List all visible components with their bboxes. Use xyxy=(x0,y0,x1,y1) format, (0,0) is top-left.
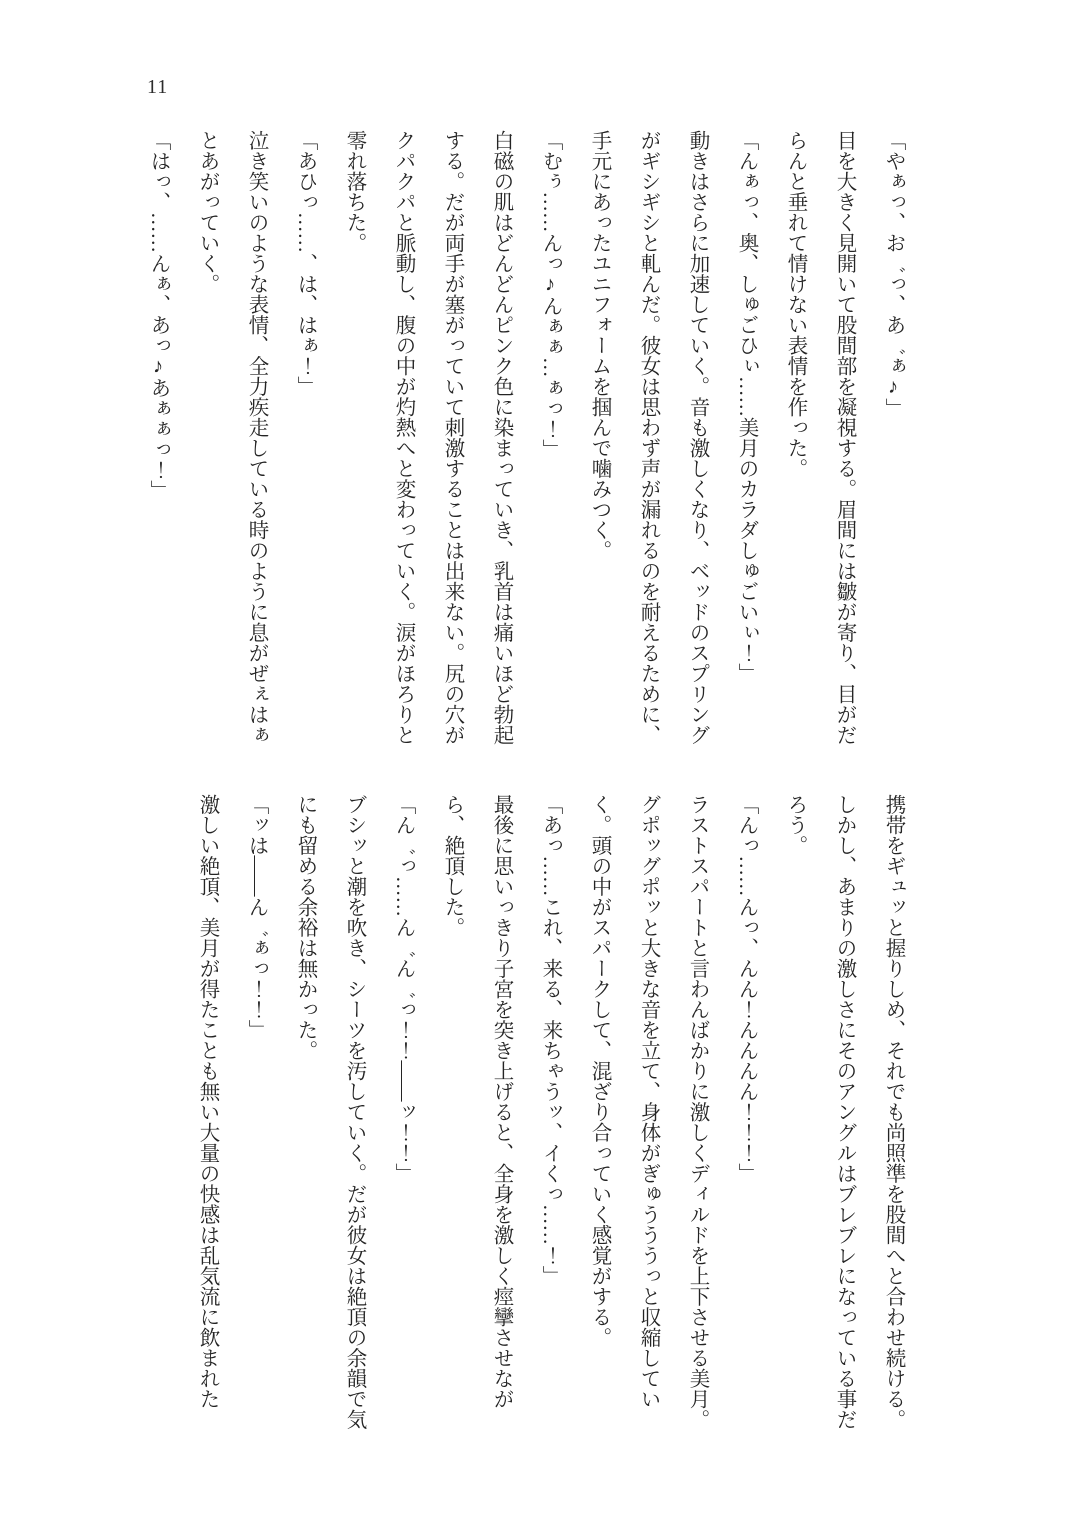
dialogue-line: 「んっ……んっ、んん！んんんん！！！」 xyxy=(735,794,757,1184)
page-number: 11 xyxy=(147,76,169,98)
narration-paragraph: 激しい絶頂、美月が得たことも無い大量の快感は乱気流に飲まれた xyxy=(196,794,218,1409)
upper-text-block xyxy=(133,130,917,750)
narration-paragraph: ラストスパートと言わんばかりに激しくディルドを上下させる美月。グポッグポッと大きな音を立て、身体がぎゅうううっと収縮していく。頭の中がスパークして、混ざり合っていく感覚がする。 xyxy=(588,794,708,1430)
narration-paragraph: 目を大きく見開いて股間部を凝視する。眉間には皺が寄り、目がだらんと垂れて情けない表情を作った。 xyxy=(784,130,855,745)
dialogue-line: 「ッは――ん゛ぁっ！！」 xyxy=(245,794,267,1040)
narration-paragraph: 泣き笑いのような表情、全力疾走している時のように息がぜぇはぁとあがっていく。 xyxy=(196,130,267,745)
lower-text-block xyxy=(182,794,917,1434)
narration-paragraph: ブシッと潮を吹き、シーツを汚していく。だが彼女は絶頂の余韻で気にも留める余裕は無かった。 xyxy=(294,794,365,1430)
dialogue-line: 「んぁっ、奥、しゅごひぃ……美月のカラダしゅごいぃ！」 xyxy=(735,130,757,684)
dialogue-line: 「やぁっ、お゛っ、あ゛ぁ♪」 xyxy=(882,130,904,419)
dialogue-line: 「あっ……これ、来る、来ちゃうッ、イくっ……！」 xyxy=(539,794,561,1286)
dialogue-line: 「あひっ……、は、はぁ！」 xyxy=(294,130,316,397)
dialogue-line: 「ん゛っ……ん゛ん゛っ！！――ッ！！」 xyxy=(392,794,414,1184)
narration-paragraph: 動きはさらに加速していく。音も激しくなり、ベッドのスプリングがギシギシと軋んだ。彼女は思わず声が漏れるのを耐えるために、手元にあったユニフォームを掴んで噛みつく。 xyxy=(588,130,708,745)
dialogue-line: 「はっ、……んぁ、あっ♪あぁぁっ！」 xyxy=(147,130,169,501)
narration-paragraph: 携帯をギュッと握りしめ、それでも尚照準を股間へと合わせ続ける。しかし、あまりの激しさにそのアングルはブレブレになっている事だろう。 xyxy=(784,794,904,1430)
narration-paragraph: 白磁の肌はどんどんピンク色に染まっていき、乳首は痛いほど勃起する。だが両手が塞がっていて刺激することは出来ない。尻の穴がクパクパと脈動し、腹の中が灼熱へと変わっていく。涙がほろりと零れ落ちた。 xyxy=(343,130,512,745)
dialogue-line: 「むぅ……んっ♪んぁぁ…ぁっ！」 xyxy=(539,130,561,460)
narration-paragraph: 最後に思いっきり子宮を突き上げると、全身を激しく痙攣させながら、絶頂した。 xyxy=(441,794,512,1409)
